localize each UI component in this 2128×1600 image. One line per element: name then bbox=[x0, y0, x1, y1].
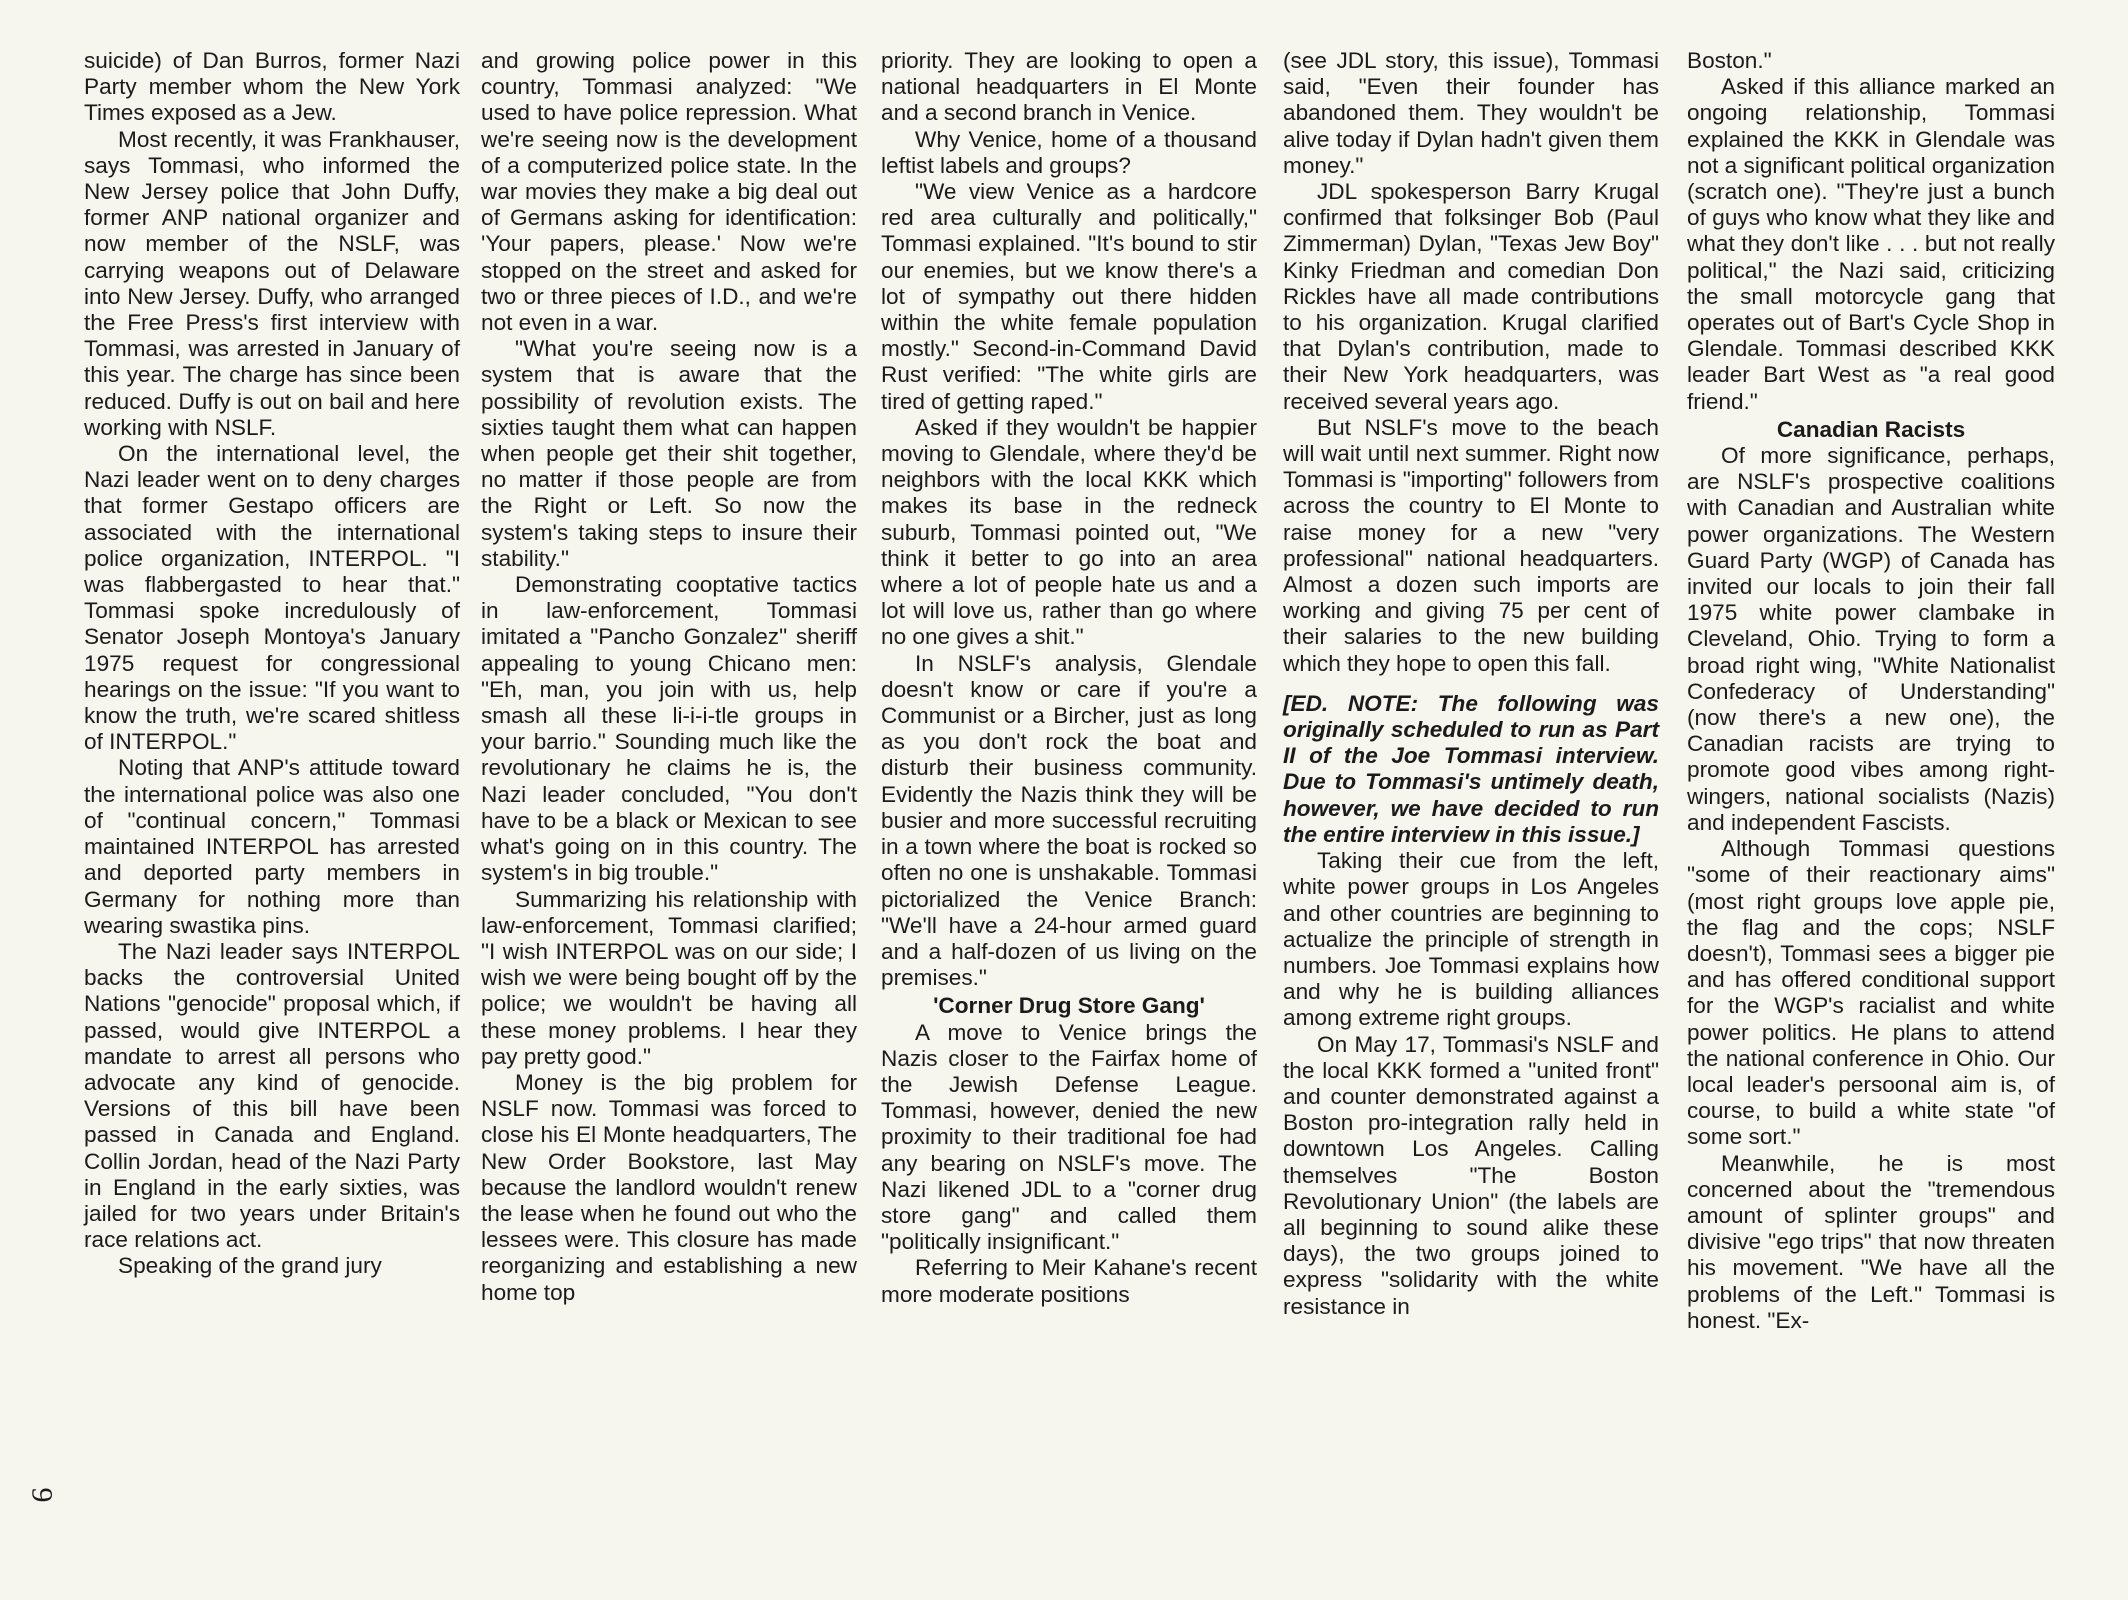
body-paragraph: Summarizing his relationship with law-enforcement, Tommasi clarified; "I wish INTERPOL was on our side; I wish we were being bought off by the police; we wouldn't be having all these money problems. I hear they pay pretty good." bbox=[481, 886, 857, 1069]
section-heading: 'Corner Drug Store Gang' bbox=[933, 993, 1205, 1019]
body-paragraph: Referring to Meir Kahane's recent more moderate positions bbox=[881, 1255, 1257, 1307]
body-paragraph: On May 17, Tommasi's NSLF and the local KKK formed a "united front" and counter demonstrated against a Boston pro-integration rally held in downtown Los Angeles. Calling themselves "The Boston Revolutionary Union" (the labels are all beginning to sound alike these days), the two groups joined to express "solidarity with the white resistance in bbox=[1283, 1031, 1659, 1319]
body-paragraph: In NSLF's analysis, Glendale doesn't know or care if you're a Communist or a Bircher, just as long as you don't rock the boat and disturb their business community. Evidently the Nazis think they will be busier and more successful recruiting in a town where the boat is rocked so often no one is unshakable. Tommasi pictorialized the Venice Branch: "We'll have a 24-hour armed guard and a half-dozen of us living on the premises." bbox=[881, 650, 1257, 991]
body-paragraph: Money is the big problem for NSLF now. Tommasi was forced to close his El Monte headquarters, The New Order Bookstore, last May because the landlord wouldn't renew the lease when he found out who the lessees were. This closure has made reorganizing and establishing a new home top bbox=[481, 1069, 857, 1305]
body-paragraph: The Nazi leader says INTERPOL backs the controversial United Nations "genocide" proposal which, if passed, would give INTERPOL a mandate to arrest all persons who advocate any kind of genocide. Versions of this bill have been passed in Canada and England. Collin Jordan, head of the Nazi Party in England in the early sixties, was jailed for two years under Britain's race relations act. bbox=[84, 938, 460, 1253]
section-heading: Canadian Racists bbox=[1776, 416, 1966, 442]
text-column-2 bbox=[481, 48, 857, 1306]
body-paragraph: Speaking of the grand jury bbox=[118, 1253, 382, 1279]
body-paragraph: Demonstrating cooptative tactics in law-enforcement, Tommasi imitated a "Pancho Gonzalez" sheriff appealing to young Chicano men: "Eh, man, you join with us, help smash all these li-i-i-tle groups in your barrio." Sounding much like the revolutionary he claims he is, the Nazi leader concluded, "You don't have to be a black or Mexican to see what's going on in this country. The system's in big trouble." bbox=[481, 572, 857, 886]
body-paragraph: Boston." bbox=[1687, 48, 1772, 73]
text-column-1 bbox=[84, 48, 460, 1280]
text-column-5 bbox=[1687, 48, 2055, 1334]
body-paragraph: Taking their cue from the left, white power groups in Los Angeles and other countries are beginning to actualize the principle of strength in numbers. Joe Tommasi explains how and why he is building alliances among extreme right groups. bbox=[1283, 848, 1659, 1031]
body-paragraph: "We view Venice as a hardcore red area culturally and politically," Tommasi explained. "It's bound to stir our enemies, but we know there's a lot of sympathy out there hidden within the white female population mostly." Second-in-Command David Rust verified: "The white girls are tired of getting raped." bbox=[881, 179, 1257, 414]
text-column-3 bbox=[881, 48, 1257, 1308]
body-paragraph: But NSLF's move to the beach will wait until next summer. Right now Tommasi is "importing" followers from across the country to El Monte to raise money for a new "very professional" national headquarters. Almost a dozen such imports are working and giving 75 per cent of their salaries to the new building which they hope to open this fall. bbox=[1283, 414, 1659, 676]
body-paragraph: (see JDL story, this issue), Tommasi said, "Even their founder has abandoned them. They wouldn't be alive today if Dylan hadn't given them money." bbox=[1283, 48, 1659, 178]
body-paragraph: JDL spokesperson Barry Krugal confirmed that folksinger Bob (Paul Zimmerman) Dylan, "Texas Jew Boy" Kinky Friedman and comedian Don Rickles have all made contributions to his organization. Krugal clarified that Dylan's contribution, made to their New York headquarters, was received several years ago. bbox=[1283, 179, 1659, 414]
body-paragraph: A move to Venice brings the Nazis closer to the Fairfax home of the Jewish Defense League. Tommasi, however, denied the new proximity to their traditional foe had any bearing on NSLF's move. The Nazi likened JDL to a "corner drug store gang" and called them "politically insignificant." bbox=[881, 1019, 1257, 1255]
body-paragraph: priority. They are looking to open a national headquarters in El Monte and a second branch in Venice. bbox=[881, 48, 1257, 126]
text-column-4 bbox=[1283, 48, 1659, 1320]
body-paragraph: Of more significance, perhaps, are NSLF's prospective coalitions with Canadian and Australian white power organizations. The Western Guard Party (WGP) of Canada has invited our locals to join their fall 1975 white power clambake in Cleveland, Ohio. Trying to form a broad right wing, "White Nationalist Confederacy of Understanding" (now there's a new one), the Canadian racists are trying to promote good vibes among right-wingers, national socialists (Nazis) and independent Fascists. bbox=[1687, 443, 2055, 835]
body-paragraph: and growing police power in this country, Tommasi analyzed: "We used to have police repression. What we're seeing now is the development of a computerized police state. In the war movies they make a big deal out of Germans asking for identification: 'Your papers, please.' Now we're stopped on the street and asked for two or three pieces of I.D., and we're not even in a war. bbox=[481, 48, 857, 336]
body-paragraph: On the international level, the Nazi leader went on to deny charges that former Gestapo officers are associated with the international police organization, INTERPOL. "I was flabbergasted to hear that." Tommasi spoke incredulously of Senator Joseph Montoya's January 1975 request for congressional hearings on the issue: "If you want to know the truth, we're scared shitless of INTERPOL." bbox=[84, 441, 460, 755]
body-paragraph: Meanwhile, he is most concerned about the "tremendous amount of splinter groups" and divisive "ego trips" that now threaten his movement. "We have all the problems of the Left." Tommasi is honest. "Ex- bbox=[1687, 1150, 2055, 1333]
body-paragraph: Noting that ANP's attitude toward the international police was also one of "continual concern," Tommasi maintained INTERPOL has arrested and deported party members in Germany for nothing more than wearing swastika pins. bbox=[84, 755, 460, 938]
body-paragraph: suicide) of Dan Burros, former Nazi Party member whom the New York Times exposed as a Jew. bbox=[84, 48, 460, 126]
body-paragraph: Asked if this alliance marked an ongoing relationship, Tommasi explained the KKK in Glendale was not a significant political organization (scratch one). "They're just a bunch of guys who know what they like and what they don't like . . . but not really political," the Nazi said, criticizing the small motorcycle gang that operates out of Bart's Cycle Shop in Glendale. Tommasi described KKK leader Bart West as "a real good friend." bbox=[1687, 74, 2055, 414]
editor-note: [ED. NOTE: The following was originally scheduled to run as Part II of the Joe Tommasi interview. Due to Tommasi's untimely death, however, we have decided to run the entire interview in this issue.] bbox=[1283, 690, 1659, 847]
body-paragraph: Although Tommasi questions "some of their reactionary aims" (most right groups love apple pie, the flag and the cops; NSLF doesn't), Tommasi sees a bigger pie and has offered conditional support for the WGP's racialist and white power politics. He plans to attend the national conference in Ohio. Our local leader's persoonal aim is, of course, to build a white state "of some sort." bbox=[1687, 836, 2055, 1150]
body-paragraph: Most recently, it was Frankhauser, says Tommasi, who informed the New Jersey police that John Duffy, former ANP national organizer and now member of the NSLF, was carrying weapons out of Delaware into New Jersey. Duffy, who arranged the Free Press's first interview with Tommasi, was arrested in January of this year. The charge has since been reduced. Duffy is out on bail and here working with NSLF. bbox=[84, 126, 460, 440]
body-paragraph: Why Venice, home of a thousand leftist labels and groups? bbox=[881, 126, 1257, 178]
page-number: 9 bbox=[25, 1487, 59, 1503]
body-paragraph: Asked if they wouldn't be happier moving to Glendale, where they'd be neighbors with the local KKK which makes its base in the redneck suburb, Tommasi pointed out, "We think it better to go into an area where a lot of people hate us and a lot will love us, rather than go where no one gives a shit." bbox=[881, 414, 1257, 650]
body-paragraph: "What you're seeing now is a system that is aware that the possibility of revolution exists. The sixties taught them what can happen when people get their shit together, no matter if those people are from the Right or Left. So now the system's taking steps to insure their stability." bbox=[481, 336, 857, 571]
